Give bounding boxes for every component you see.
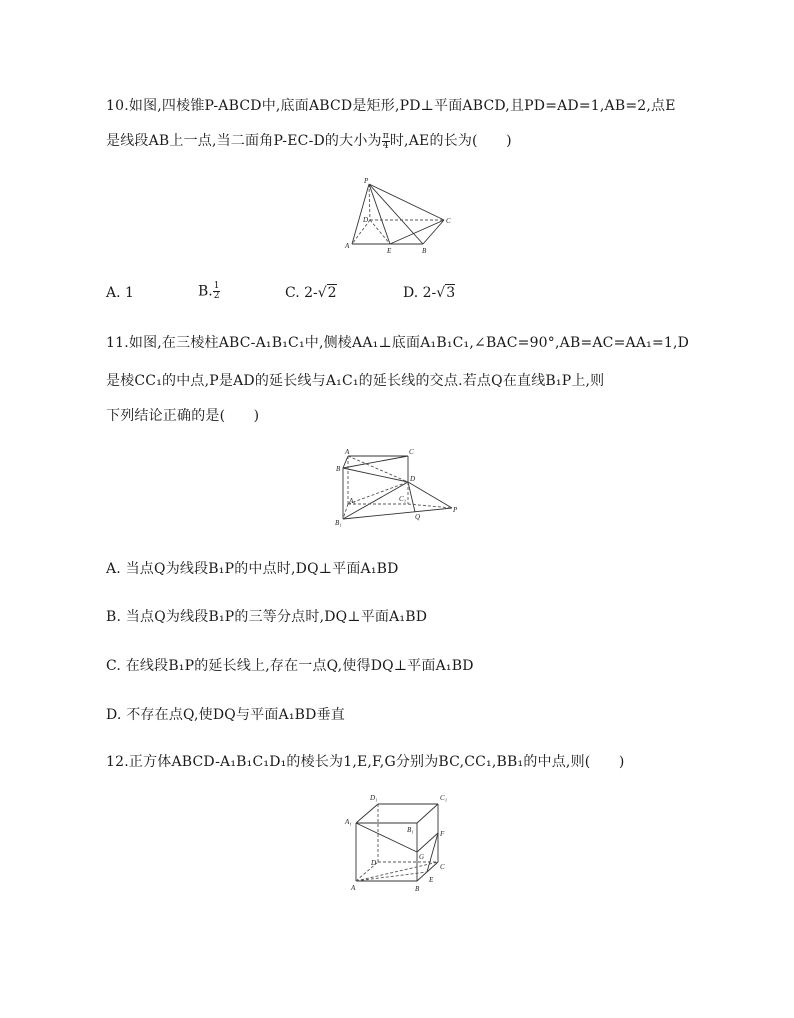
edge-bc (423, 220, 444, 244)
edge-dp (408, 482, 452, 508)
label-b: B (422, 247, 427, 255)
edge-ab (343, 456, 348, 468)
q11-option-b: B. 当点Q为线段B₁P的三等分点时,DQ⊥平面A₁BD (106, 609, 428, 625)
label-a: A (345, 448, 350, 456)
q10-line2 (106, 130, 512, 151)
label-a: A (345, 242, 350, 250)
label-a1: A₁ (349, 497, 356, 505)
label-f: F (440, 830, 445, 838)
label-p: P (364, 177, 369, 185)
label-d: D (410, 475, 416, 483)
q10-option-b: B. $\frac{1}{2}$ (198, 281, 220, 301)
edge-pb (369, 184, 423, 244)
label-c: C (446, 217, 451, 225)
edge-a1d1 (356, 804, 378, 823)
q10-option-d: D. 2-√3 (403, 285, 456, 301)
label-a: A (351, 884, 356, 892)
edge-pa (352, 184, 369, 244)
edge-ac (356, 862, 438, 881)
edge-b1c1 (417, 804, 438, 823)
q11-line1: 11.如图,在三棱柱ABC-A₁B₁C₁中,侧棱AA₁⊥底面A₁B₁C₁,∠BAC=90°,AB=AC=AA₁=1,D (106, 335, 690, 351)
label-b: B (336, 465, 341, 473)
q11-option-c: C. 在线段B₁P的延长线上,存在一点Q,使得DQ⊥平面A₁BD (106, 658, 474, 674)
q11-line3: 下列结论正确的是( ) (106, 408, 260, 424)
edge-bd (343, 468, 408, 482)
edge-ae (356, 872, 427, 881)
label-g: G (419, 853, 425, 861)
edge-dq (408, 482, 415, 512)
edge-fe (427, 833, 438, 872)
label-d1: D₁ (370, 794, 378, 802)
edge-pc (369, 184, 444, 220)
q10-line2-b: 时,AE的长为( ) (389, 133, 512, 149)
edge-ec (390, 220, 444, 244)
edge-gf (417, 833, 438, 852)
label-d: D (363, 216, 369, 224)
edge-ad (348, 456, 408, 482)
q10-option-a: A. 1 (106, 285, 134, 301)
q10-frac-pi-over-4: $\frac{\pi}{4}$ (382, 130, 389, 151)
q11-line2: 是棱CC₁的中点,P是AD的延长线与A₁C₁的延长线的交点.若点Q在直线B₁P上,则 (106, 373, 605, 389)
label-e: E (387, 247, 392, 255)
label-p: P (453, 506, 458, 514)
q11-option-a: A. 当点Q为线段B₁P的中点时,DQ⊥平面A₁BD (106, 561, 399, 577)
q11-figure (335, 446, 465, 530)
q10-option-c: C. 2-√2 (285, 285, 337, 301)
q12-figure (340, 790, 460, 902)
label-q: Q (415, 513, 421, 521)
label-c1: C₁ (399, 495, 407, 503)
label-c: C (409, 448, 414, 456)
label-b1: B₁ (335, 519, 342, 527)
label-c1: C₁ (440, 794, 448, 802)
edge-pd (369, 184, 370, 220)
q10-line1: 10.如图,四棱锥P-ABCD中,底面ABCD是矩形,PD⊥平面ABCD,且PD=AD=1,AB=2,点E (106, 98, 676, 114)
q10-line2-a: 是线段AB上一点,当二面角P-EC-D的大小为 (106, 133, 382, 149)
label-e: E (429, 876, 434, 884)
q11-option-d: D. 不存在点Q,使DQ与平面A₁BD垂直 (106, 707, 345, 723)
label-c: C (440, 863, 445, 871)
label-d: D (371, 859, 377, 867)
edge-de (370, 220, 390, 244)
label-a1: A₁ (345, 818, 352, 826)
label-b1: B₁ (407, 826, 414, 834)
label-b: B (415, 885, 420, 893)
q12-line1: 12.正方体ABCD-A₁B₁C₁D₁的棱长为1,E,F,G分别为BC,CC₁,BB₁的中点,则( ) (106, 754, 625, 770)
q10-figure (340, 176, 460, 260)
